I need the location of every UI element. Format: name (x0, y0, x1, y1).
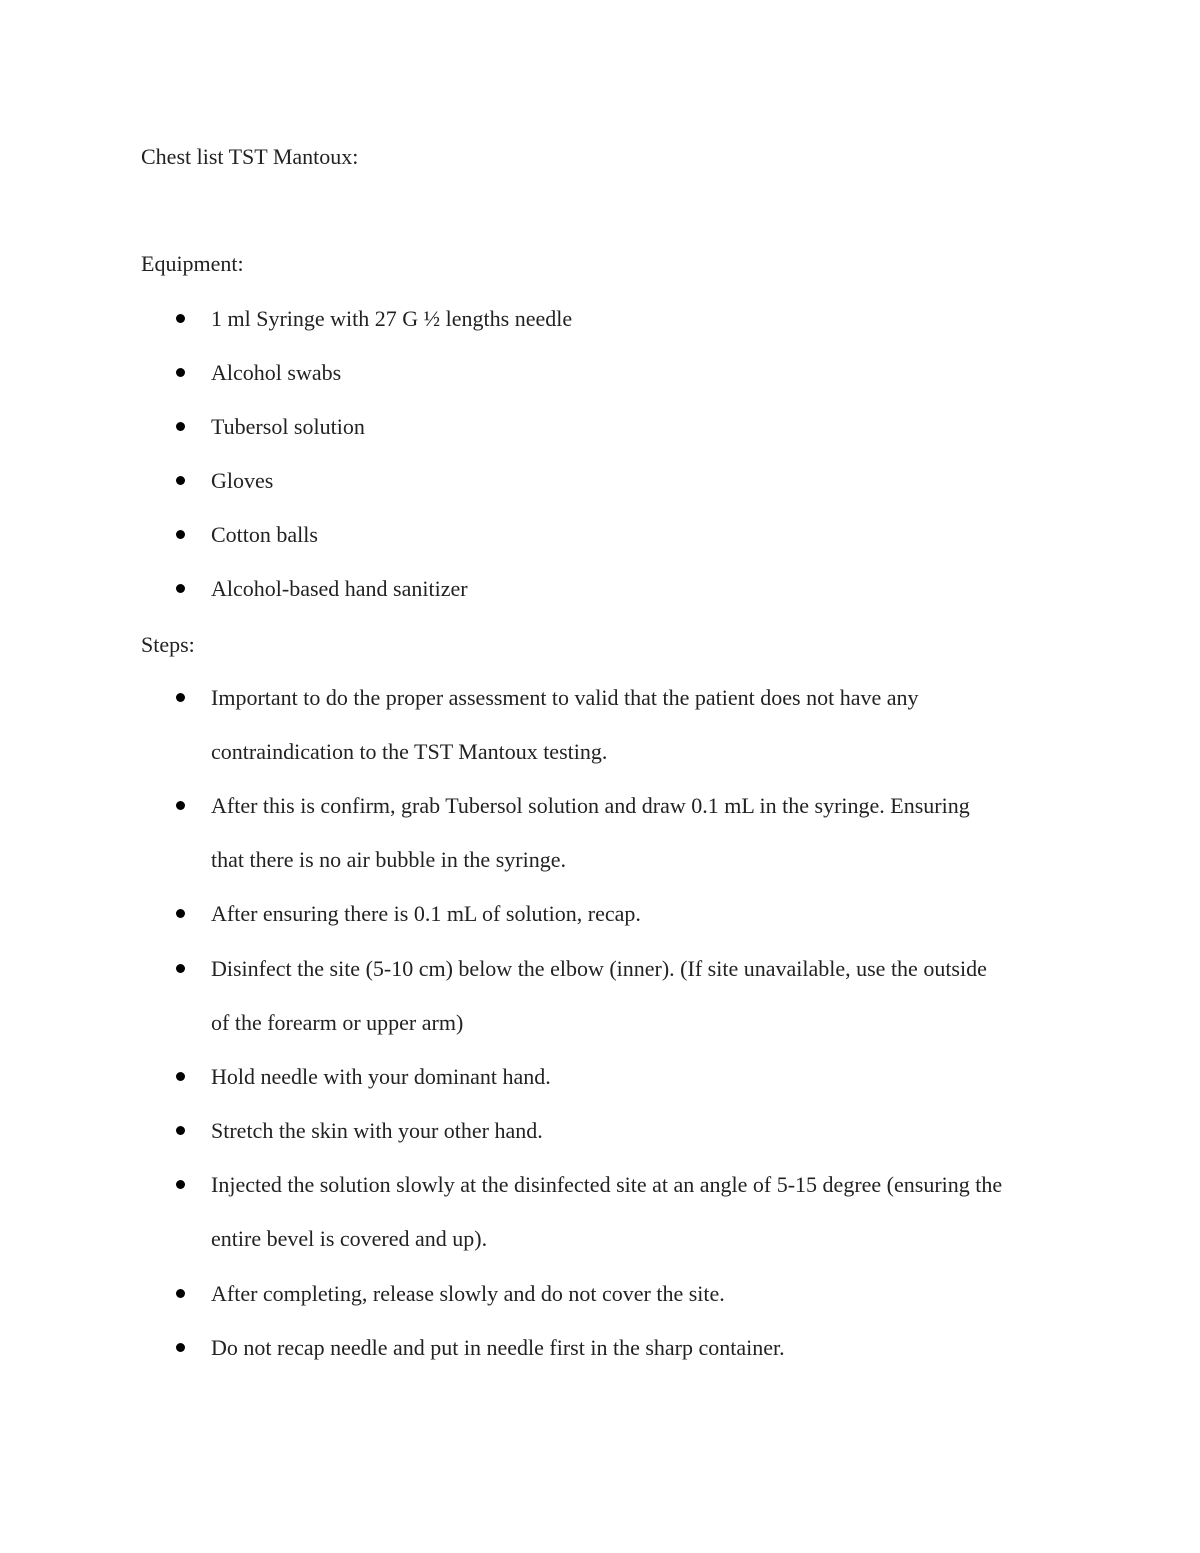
list-item-text: Hold needle with your dominant hand. (211, 1064, 551, 1089)
list-item-text-continued: entire bevel is covered and up). (211, 1226, 488, 1251)
list-item-text: Disinfect the site (5-10 cm) below the elbow (inner). (If site unavailable, use the outside (211, 956, 987, 981)
list-item-text: Stretch the skin with your other hand. (211, 1118, 543, 1143)
list-item-text-continued: that there is no air bubble in the syringe. (211, 847, 566, 872)
list-item-text: Alcohol swabs (211, 360, 342, 385)
document-title: Chest list TST Mantoux: (141, 144, 359, 169)
steps-heading: Steps: (141, 632, 195, 657)
bullet-icon (176, 964, 185, 973)
equipment-heading: Equipment: (141, 251, 244, 276)
list-item-text: Tubersol solution (211, 414, 365, 439)
bullet-icon (176, 422, 185, 431)
list-item-text: Do not recap needle and put in needle first in the sharp container. (211, 1335, 785, 1360)
list-item-text-continued: of the forearm or upper arm) (211, 1010, 464, 1035)
list-item-text: Injected the solution slowly at the disinfected site at an angle of 5-15 degree (ensuring the (211, 1172, 1003, 1197)
list-item-text: After ensuring there is 0.1 mL of solution, recap. (211, 901, 641, 926)
list-item-text: Important to do the proper assessment to valid that the patient does not have any (211, 685, 919, 710)
bullet-icon (176, 1289, 185, 1298)
bullet-icon (176, 1126, 185, 1135)
list-item-text-continued: contraindication to the TST Mantoux testing. (211, 739, 608, 764)
bullet-icon (176, 584, 185, 593)
list-item-text: After this is confirm, grab Tubersol solution and draw 0.1 mL in the syringe. Ensuring (211, 793, 970, 818)
bullet-icon (176, 909, 185, 918)
bullet-icon (176, 530, 185, 539)
bullet-icon (176, 1072, 185, 1081)
bullet-icon (176, 801, 185, 810)
bullet-icon (176, 314, 185, 323)
bullet-icon (176, 476, 185, 485)
list-item-text: 1 ml Syringe with 27 G ½ lengths needle (211, 306, 573, 331)
list-item-text: Cotton balls (211, 522, 318, 547)
bullet-icon (176, 693, 185, 702)
bullet-icon (176, 368, 185, 377)
list-item-text: Alcohol-based hand sanitizer (211, 576, 468, 601)
list-item-text: After completing, release slowly and do not cover the site. (211, 1281, 725, 1306)
bullet-icon (176, 1180, 185, 1189)
list-item-text: Gloves (211, 468, 274, 493)
bullet-icon (176, 1343, 185, 1352)
